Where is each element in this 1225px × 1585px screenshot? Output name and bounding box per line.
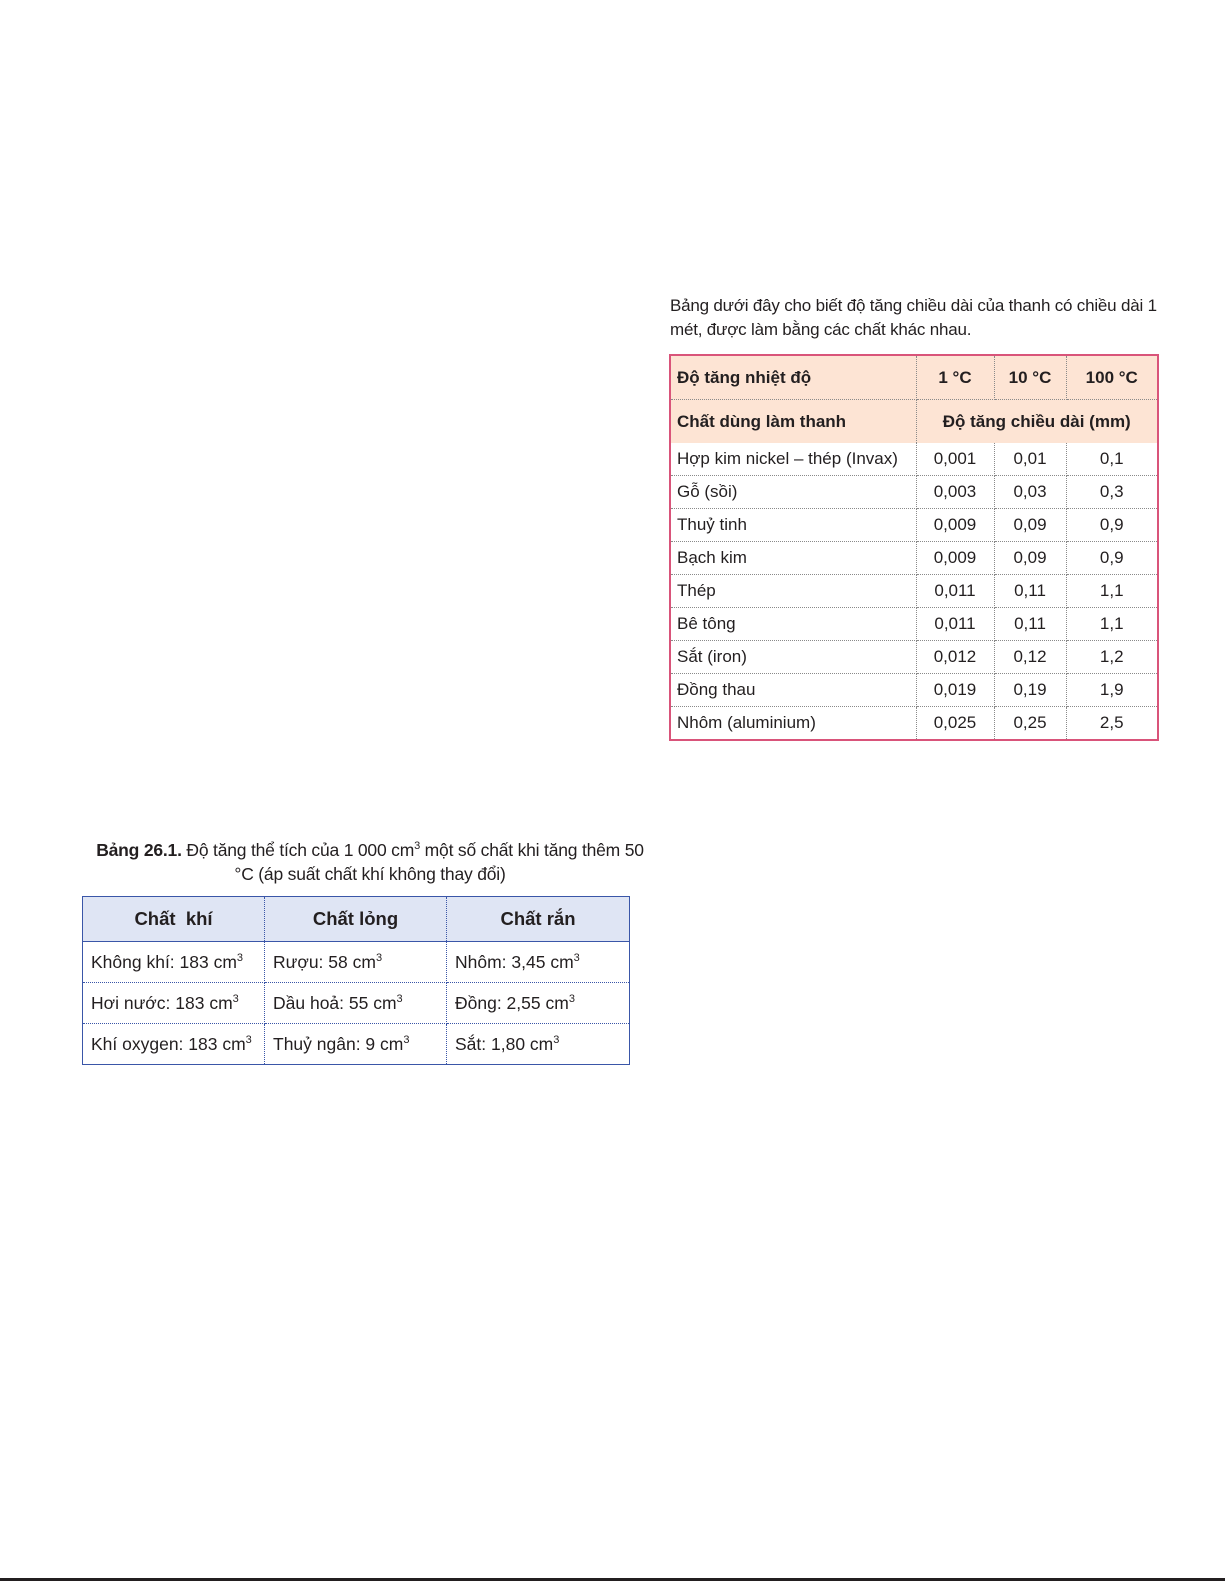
temperature-header-row	[670, 355, 1158, 400]
volume-cell-text: Đồng: 2,55 cm	[455, 992, 569, 1013]
length-value: 0,11	[994, 608, 1066, 641]
length-value: 0,011	[916, 608, 994, 641]
unit-superscript: 3	[553, 1033, 560, 1046]
length-value: 0,025	[916, 707, 994, 741]
volume-cell	[447, 983, 630, 1024]
volume-cell	[447, 1024, 630, 1065]
unit-superscript: 3	[232, 992, 239, 1005]
table-row	[83, 1024, 630, 1065]
material-name: Nhôm (aluminium)	[670, 707, 916, 741]
unit-superscript: 3	[568, 992, 575, 1005]
material-name: Bê tông	[670, 608, 916, 641]
length-value: 0,09	[994, 509, 1066, 542]
material-name: Bạch kim	[670, 542, 916, 575]
table-row	[83, 942, 630, 983]
length-value: 1,1	[1066, 608, 1158, 641]
header-solid: Chất rắn	[447, 897, 630, 942]
material-name: Sắt (iron)	[670, 641, 916, 674]
temp-col-100: 100 °C	[1066, 355, 1158, 400]
table-row	[670, 542, 1158, 575]
header-liquid: Chất lỏng	[265, 897, 447, 942]
page-bottom-rule	[0, 1578, 1225, 1581]
volume-table-caption	[90, 838, 650, 886]
caption-sup: 3	[414, 840, 421, 852]
table-row	[670, 476, 1158, 509]
volume-cell-text: Sắt: 1,80 cm	[455, 1033, 554, 1054]
volume-cell-text: Rượu: 58 cm	[273, 951, 376, 972]
unit-superscript: 3	[403, 1033, 410, 1046]
material-header-row	[670, 400, 1158, 444]
volume-cell-text: Hơi nước: 183 cm	[91, 992, 233, 1013]
volume-cell	[83, 983, 265, 1024]
length-value: 0,09	[994, 542, 1066, 575]
length-value: 1,1	[1066, 575, 1158, 608]
table-row	[670, 707, 1158, 741]
material-name: Thuỷ tinh	[670, 509, 916, 542]
material-name: Thép	[670, 575, 916, 608]
material-name: Đồng thau	[670, 674, 916, 707]
length-value: 0,11	[994, 575, 1066, 608]
length-increase-header: Độ tăng chiều dài (mm)	[916, 400, 1158, 444]
length-value: 1,9	[1066, 674, 1158, 707]
length-value: 0,12	[994, 641, 1066, 674]
length-value: 0,011	[916, 575, 994, 608]
unit-superscript: 3	[573, 951, 580, 964]
length-value: 0,9	[1066, 542, 1158, 575]
table-row	[670, 575, 1158, 608]
volume-cell-text: Dầu hoả: 55 cm	[273, 992, 397, 1013]
unit-superscript: 3	[236, 951, 244, 964]
volume-cell-text: Nhôm: 3,45 cm	[455, 951, 574, 972]
length-value: 0,9	[1066, 509, 1158, 542]
volume-cell	[83, 942, 265, 983]
volume-cell	[265, 942, 447, 983]
volume-cell-text: Khí oxygen: 183 cm	[91, 1033, 246, 1054]
unit-superscript: 3	[375, 951, 383, 964]
length-value: 2,5	[1099, 713, 1124, 732]
table-row	[83, 983, 630, 1024]
temp-col-1: 1 °C	[916, 355, 994, 400]
length-value: 0,1	[1066, 443, 1158, 476]
volume-cell-text: Thuỷ ngân: 9 cm	[273, 1033, 404, 1054]
length-value: 0,009	[916, 542, 994, 575]
length-value: 0,03	[994, 476, 1066, 509]
volume-expansion-table	[82, 896, 630, 1065]
material-header-label: Chất dùng làm thanh	[670, 400, 916, 444]
length-value: 0,3	[1066, 476, 1158, 509]
length-value: 0,01	[994, 443, 1066, 476]
volume-cell	[265, 983, 447, 1024]
temperature-header-label: Độ tăng nhiệt độ	[670, 355, 916, 400]
volume-cell	[447, 942, 630, 983]
unit-superscript: 3	[245, 1033, 252, 1046]
length-expansion-table	[669, 354, 1159, 741]
volume-cell	[83, 1024, 265, 1065]
table-row	[670, 509, 1158, 542]
length-value: 0,001	[916, 443, 994, 476]
length-value: 0,25	[994, 707, 1066, 741]
volume-header-row	[83, 897, 630, 942]
length-value: 0,003	[916, 476, 994, 509]
length-table-intro: Bảng dưới đây cho biết độ tăng chiều dài của thanh có chiều dài 1 mét, được làm bằng các chất khác nhau.	[670, 296, 1157, 339]
volume-table-body	[83, 942, 630, 1065]
material-name: Gỗ (sồi)	[670, 476, 916, 509]
length-table-body	[670, 443, 1158, 740]
table-row	[670, 443, 1158, 476]
header-gas: Chất khí	[83, 897, 265, 942]
unit-superscript: 3	[396, 992, 403, 1005]
length-value: 0,019	[916, 674, 994, 707]
caption-text-a: Độ tăng thể tích của 1 000 cm	[181, 840, 415, 860]
length-value: 0,009	[916, 509, 994, 542]
temp-col-10: 10 °C	[994, 355, 1066, 400]
table-row	[670, 674, 1158, 707]
caption-label: Bảng 26.1.	[96, 840, 182, 860]
material-name: Hợp kim nickel – thép (Invax)	[670, 443, 916, 476]
length-value: 0,012	[916, 641, 994, 674]
length-value: 0,19	[994, 674, 1066, 707]
table-row	[670, 641, 1158, 674]
caption-text-b: một số chất khi tăng thêm 50 °C (áp suất chất khí không thay đổi)	[234, 840, 644, 884]
length-value: 1,2	[1066, 641, 1158, 674]
volume-cell	[265, 1024, 447, 1065]
table-row	[670, 608, 1158, 641]
volume-cell-text: Không khí: 183 cm	[91, 951, 237, 972]
